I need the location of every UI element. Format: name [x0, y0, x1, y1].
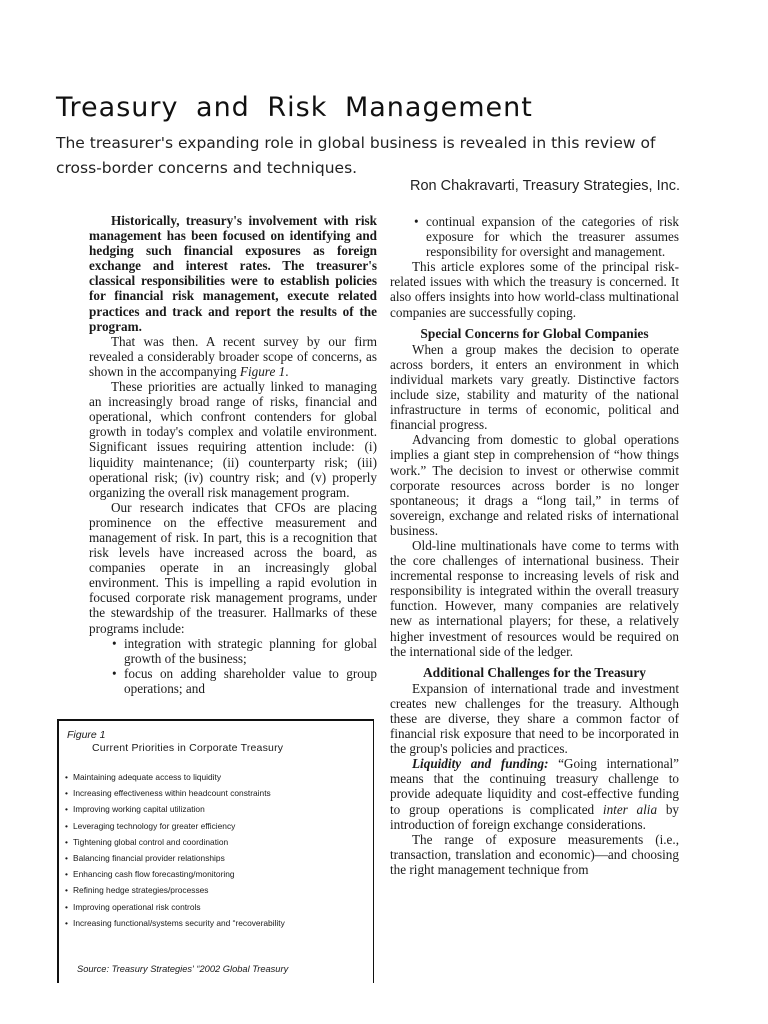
body-paragraph: Advancing from domestic to global operations implies a giant step in comprehension of “how things work.” The decision to invest or otherwise commit corporate resources across border is no longer spontaneous; it drags a “long tail,” in terms of sovereign, exchange and related risks of international business. [390, 432, 679, 538]
priority-item: • Enhancing cash flow forecasting/monitoring [65, 869, 365, 880]
body-paragraph: This article explores some of the principal risk-related issues with which the treasury is concerned. It also offers insights into how world-class multinational companies are successfully coping. [390, 259, 679, 320]
hallmarks-list [89, 636, 377, 696]
figure-title: Current Priorities in Corporate Treasury [92, 742, 284, 754]
body-paragraph: Expansion of international trade and investment creates new challenges for the treasury. Although these are diverse, they share a common factor of financial risk exposure that need to be incorporated in the group's policies and practices. [390, 680, 679, 757]
list-item: • continual expansion of the categories of risk exposure for which the treasurer assumes responsibility for oversight and management. [416, 214, 679, 259]
priority-item: • Increasing effectiveness within headcount constraints [65, 788, 365, 799]
figure-reference: Figure 1 [239, 363, 286, 379]
paragraph-text: . [285, 363, 289, 379]
body-paragraph: These priorities are actually linked to managing an increasingly broad range of risks, financial and operational, which confront contenders for global growth in today's complex and volatile environment. Significant issues requiring attention include: (i) liquidity maintenance; (ii) counterparty risk; (iii) operational risk; (iv) country risk; and (v) properly organizing the overall risk management program. [89, 379, 377, 500]
figure-label: Figure 1 [67, 729, 106, 741]
figure-1-box [57, 719, 374, 983]
lead-paragraph: Historically, treasury's involvement with risk management has been focused on identifying and hedging such financial exposures as foreign exchange and interest rates. The treasurer's classical responsibilities were to establish policies for financial risk management, execute related practices and track and report the results of the program. [89, 213, 377, 334]
priority-item: • Leveraging technology for greater efficiency [65, 821, 365, 832]
body-paragraph: The range of exposure measurements (i.e., transaction, translation and economic)—and choosing the right management technique from [390, 831, 679, 877]
paragraph-text: “Going international” means that the continuing treasury challenge to provide adequate liquidity and cost-effective funding to group operations is complicated [390, 756, 680, 817]
paragraph-text: by introduction of foreign exchange considerations. [390, 801, 680, 832]
latin-phrase: inter alia [602, 801, 658, 817]
body-paragraph: When a group makes the decision to operate across borders, it enters an environment in which individual markets vary greatly. Distinctive factors include size, stability and maturity of the national infrastructure in terms of economic, political and financial progress. [390, 341, 679, 433]
priority-item: • Refining hedge strategies/processes [65, 885, 365, 896]
body-paragraph [89, 334, 377, 379]
priority-item: • Balancing financial provider relationships [65, 853, 365, 864]
figure-source: Source: Treasury Strategies' “2002 Global Treasury [77, 964, 289, 974]
left-column [89, 213, 377, 696]
article-title: Treasury and Risk Management [56, 92, 533, 123]
section-heading: Additional Challenges for the Treasury [423, 664, 646, 680]
run-in-heading: Liquidity and funding: [412, 756, 549, 772]
section-heading: Special Concerns for Global Companies [420, 325, 649, 341]
hallmarks-list-continued [390, 214, 679, 259]
article-subtitle: The treasurer's expanding role in global business is revealed in this review of cross-border concerns and techniques. [56, 134, 656, 177]
priority-item: • Improving operational risk controls [65, 902, 365, 913]
priorities-list [65, 772, 365, 934]
priority-item: • Improving working capital utilization [65, 804, 365, 815]
priority-item: • Tightening global control and coordination [65, 837, 365, 848]
right-column [390, 214, 679, 877]
paragraph-text: That was then. A recent survey by our firm revealed a considerably broader scope of concerns, as shown in the accompanying [89, 333, 377, 379]
list-item: • focus on adding shareholder value to group operations; and [114, 666, 377, 696]
author-byline: Ron Chakravarti, Treasury Strategies, Inc. [410, 178, 680, 194]
priority-item: • Increasing functional/systems security and “recoverability [65, 918, 365, 929]
list-item: • integration with strategic planning for global growth of the business; [114, 636, 377, 666]
body-paragraph: Old-line multinationals have come to terms with the core challenges of international business. Their incremental response to increasing levels of risk and responsibility is integrated within the overall treasury function. However, many companies are relatively new as international players; for these, a relatively higher investment of resources would be required on the international side of the ledger. [390, 537, 679, 659]
priority-item: • Maintaining adequate access to liquidity [65, 772, 365, 783]
body-paragraph: Our research indicates that CFOs are placing prominence on the effective measurement and management of risk. In part, this is a recognition that risk levels have increased across the board, as companies operate in an increasingly global environment. This is impelling a rapid evolution in focused corporate risk management programs, under the stewardship of the treasurer. Hallmarks of these programs include: [89, 499, 377, 636]
body-paragraph [390, 756, 679, 831]
